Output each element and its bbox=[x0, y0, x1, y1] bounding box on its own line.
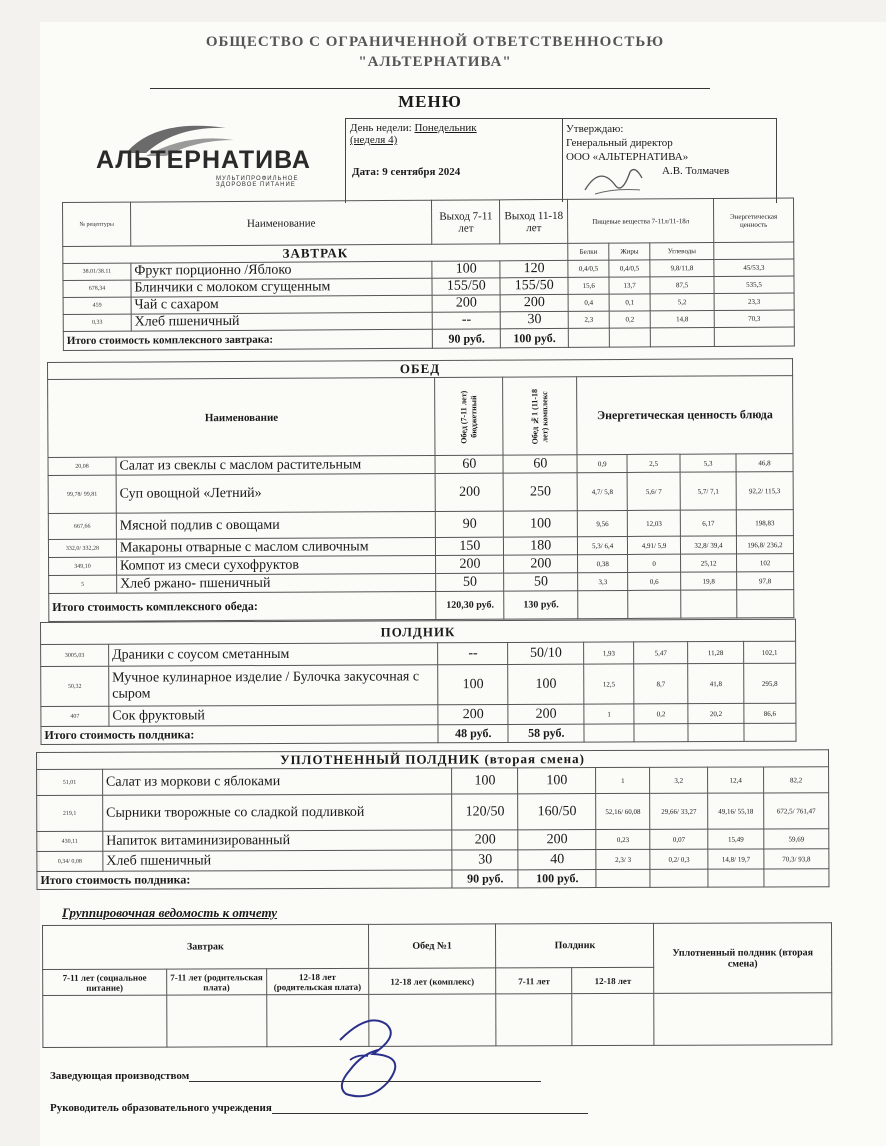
report-cell[interactable] bbox=[43, 995, 167, 1047]
row-code: 667,66 bbox=[48, 513, 116, 539]
snack-total-b: 58 руб. bbox=[508, 724, 584, 742]
row-fat: 0,2 bbox=[634, 704, 688, 724]
row-out-b: 50 bbox=[504, 573, 578, 591]
lunch-section-title: ОБЕД bbox=[48, 359, 793, 380]
row-energy: 45/53,3 bbox=[714, 259, 794, 276]
row-out-a: 60 bbox=[435, 455, 503, 473]
row-energy: 196,8/ 236,2 bbox=[736, 536, 793, 554]
row-carb: 19,8 bbox=[681, 572, 737, 590]
report-col-3: 12-18 лет (родительская плата) bbox=[266, 968, 368, 994]
row-carb: 25,12 bbox=[681, 554, 737, 572]
row-carb: 9,8/11,8 bbox=[650, 260, 714, 277]
report-table bbox=[42, 922, 832, 1048]
head-school-signature-field[interactable] bbox=[272, 1113, 588, 1114]
row-energy: 59,69 bbox=[764, 829, 829, 849]
row-name: Хлеб ржано- пшеничный bbox=[117, 573, 437, 593]
lunch-total-row bbox=[49, 590, 794, 622]
header-box-divider bbox=[562, 118, 563, 202]
row-name: Чай с сахаром bbox=[131, 295, 433, 314]
row-out-a: 120/50 bbox=[452, 794, 518, 830]
row-fat: 5,47 bbox=[634, 642, 688, 664]
snack-total-a: 48 руб. bbox=[438, 724, 508, 742]
col-carb-header: Углеводы bbox=[650, 243, 714, 260]
weekday-label: День недели: bbox=[350, 122, 412, 134]
row-fat: 2,5 bbox=[627, 454, 680, 472]
report-snack-header: Полдник bbox=[496, 923, 654, 968]
row-protein: 0,38 bbox=[578, 554, 628, 572]
row-out-b: 30 bbox=[500, 311, 568, 328]
row-name: Напиток витаминизированный bbox=[103, 830, 453, 851]
row-out-b: 50/10 bbox=[508, 642, 584, 664]
breakfast-table bbox=[62, 198, 795, 351]
col-nutrients-header: Пищевые вещества 7-11л/11-18л bbox=[568, 199, 714, 244]
row-code: 5 bbox=[49, 575, 117, 593]
logo-subtitle: МУЛЬТИПРОФИЛЬНОЕ ЗДОРОВОЕ ПИТАНИЕ bbox=[216, 176, 299, 188]
row-protein: 0,23 bbox=[596, 829, 650, 849]
row-protein: 4,7/ 5,8 bbox=[577, 472, 627, 510]
row-out-a: 200 bbox=[432, 295, 500, 312]
row-name: Суп овощной «Летний» bbox=[116, 473, 436, 513]
row-code: 332,0/ 332,28 bbox=[48, 539, 116, 557]
row-code: 407 bbox=[41, 706, 109, 726]
col-out1-header: Выход 7-11 лет bbox=[432, 200, 500, 244]
row-fat: 12,03 bbox=[627, 510, 680, 536]
row-out-b: 120 bbox=[500, 260, 568, 277]
row-out-b: 155/50 bbox=[500, 277, 568, 294]
row-fat: 5,6/ 7 bbox=[627, 472, 680, 510]
table-row bbox=[41, 663, 796, 706]
table-row bbox=[37, 849, 829, 872]
row-energy: 82,2 bbox=[764, 767, 829, 793]
breakfast-total-b: 100 руб. bbox=[501, 328, 569, 347]
row-protein: 1 bbox=[596, 767, 650, 793]
row-protein: 52,16/ 60,08 bbox=[596, 793, 650, 829]
director-title: Генеральный директор bbox=[566, 137, 673, 149]
report-col-1: 7-11 лет (социальное питание) bbox=[43, 969, 167, 995]
breakfast-total-label: Итого стоимость комплексного завтрака: bbox=[63, 329, 432, 350]
report-cell[interactable] bbox=[496, 994, 572, 1046]
row-fat: 3,2 bbox=[650, 767, 708, 793]
lunch-total-a: 120,30 руб. bbox=[436, 591, 504, 619]
snack2-table bbox=[36, 749, 829, 890]
row-name: Сырники творожные со сладкой подливкой bbox=[103, 794, 453, 831]
row-name: Макароны отварные с маслом сливочным bbox=[116, 537, 436, 557]
snack2-total-label: Итого стоимость полдника: bbox=[37, 870, 452, 889]
row-name: Мучное кулинарное изделие / Булочка закусочная с сыром bbox=[109, 665, 439, 706]
approved-label: Утверждаю: bbox=[566, 123, 624, 135]
row-energy: 295,8 bbox=[744, 663, 796, 703]
table-row bbox=[48, 472, 793, 514]
row-out-a: 50 bbox=[436, 573, 504, 591]
head-school-label: Руководитель образовательного учреждения bbox=[50, 1102, 272, 1114]
row-out-b: 200 bbox=[508, 704, 584, 724]
snack2-total-b: 100 руб. bbox=[518, 870, 596, 888]
row-name: Сок фруктовый bbox=[109, 705, 439, 726]
lunch-table bbox=[47, 358, 794, 622]
report-empty-row bbox=[43, 993, 832, 1048]
row-out-b: 100 bbox=[508, 664, 584, 704]
row-out-b: 100 bbox=[518, 768, 596, 794]
row-code: 219,1 bbox=[37, 795, 103, 831]
lunch-total-b: 130 руб. bbox=[504, 591, 578, 619]
report-cell[interactable] bbox=[167, 995, 267, 1047]
table-row bbox=[48, 510, 793, 540]
row-out-b: 250 bbox=[503, 473, 577, 511]
row-protein: 5,3/ 6,4 bbox=[578, 536, 628, 554]
row-protein: 12,5 bbox=[584, 664, 634, 704]
table-row bbox=[37, 793, 829, 832]
weekday-value: Понедельник bbox=[414, 122, 477, 134]
row-protein: 1,93 bbox=[584, 642, 634, 664]
row-energy: 92,2/ 115,3 bbox=[736, 472, 793, 510]
row-carb: 5,2 bbox=[650, 294, 714, 311]
row-energy: 102 bbox=[737, 554, 794, 572]
row-code: 51,01 bbox=[37, 769, 103, 795]
row-code: 459 bbox=[63, 297, 131, 314]
report-lunch-header: Обед №1 bbox=[368, 924, 496, 968]
row-energy: 535,5 bbox=[714, 276, 794, 293]
lunch-col-energy-header: Энергетическая ценность блюда bbox=[577, 376, 793, 455]
report-col-2: 7-11 лет (родительская плата) bbox=[166, 969, 266, 995]
row-carb: 14,8/ 19,7 bbox=[708, 849, 764, 869]
row-name: Салат из свеклы с маслом растительным bbox=[116, 455, 436, 475]
row-name: Салат из моркови с яблоками bbox=[102, 768, 452, 795]
row-fat: 29,66/ 33,27 bbox=[650, 793, 708, 829]
row-carb: 12,4 bbox=[708, 767, 764, 793]
report-header-row bbox=[43, 923, 832, 970]
row-out-b: 200 bbox=[518, 830, 596, 850]
row-fat: 0,2/ 0,3 bbox=[650, 849, 708, 869]
menu-title: МЕНЮ bbox=[398, 92, 462, 111]
row-out-a: 100 bbox=[438, 664, 508, 704]
row-out-a: 200 bbox=[436, 555, 504, 573]
row-name: Компот из смеси сухофруктов bbox=[116, 555, 436, 575]
breakfast-total-a: 90 руб. bbox=[433, 329, 501, 348]
row-energy: 23,3 bbox=[714, 293, 794, 310]
snack-table bbox=[40, 619, 797, 745]
row-protein: 0,9 bbox=[577, 454, 627, 472]
date-block bbox=[352, 166, 460, 178]
logo-word: АЛЬТЕРНАТИВА bbox=[96, 146, 311, 174]
row-carb: 15,49 bbox=[708, 829, 764, 849]
row-code: 349,10 bbox=[49, 557, 117, 575]
row-out-a: -- bbox=[438, 642, 508, 664]
row-protein: 9,56 bbox=[578, 510, 628, 536]
row-fat: 0,07 bbox=[650, 829, 708, 849]
row-carb: 20,2 bbox=[688, 703, 744, 723]
row-code: 20,08 bbox=[48, 457, 116, 475]
snack-total-row bbox=[41, 723, 796, 744]
report-col-5: 7-11 лет bbox=[496, 968, 572, 994]
row-fat: 0 bbox=[628, 554, 681, 572]
snack-total-label: Итого стоимость полдника: bbox=[41, 725, 438, 745]
breakfast-total-row bbox=[63, 327, 794, 350]
row-protein: 0,4 bbox=[568, 294, 609, 311]
row-out-b: 160/50 bbox=[518, 794, 596, 830]
report-cell[interactable] bbox=[572, 993, 654, 1045]
director-name: А.В. Толмачев bbox=[662, 165, 730, 177]
row-energy: 86,6 bbox=[744, 703, 796, 723]
row-energy: 672,5/ 761,47 bbox=[764, 793, 829, 829]
row-name: Драники с соусом сметанным bbox=[109, 643, 439, 666]
row-out-b: 200 bbox=[500, 294, 568, 311]
row-energy: 198,83 bbox=[736, 510, 793, 536]
row-carb: 32,8/ 39,4 bbox=[680, 536, 736, 554]
col-fat-header: Жиры bbox=[609, 243, 650, 260]
row-out-b: 180 bbox=[504, 537, 578, 555]
row-energy: 46,8 bbox=[736, 454, 793, 472]
row-code: 99,78/ 99,81 bbox=[48, 475, 116, 513]
table-row bbox=[37, 767, 829, 796]
col-code-header: № рецептуры bbox=[63, 202, 131, 246]
row-name: Хлеб пшеничный bbox=[103, 850, 453, 871]
row-protein: 2,3/ 3 bbox=[596, 849, 650, 869]
row-protein: 1 bbox=[584, 704, 634, 724]
row-code: 0,33 bbox=[63, 314, 131, 331]
row-fat: 0,6 bbox=[628, 572, 681, 590]
row-name: Хлеб пшеничный bbox=[131, 312, 433, 331]
row-energy: 102,1 bbox=[744, 641, 796, 663]
row-energy: 70,3 bbox=[714, 310, 794, 327]
org-name-line1: ОБЩЕСТВО С ОГРАНИЧЕННОЙ ОТВЕТСТВЕННОСТЬЮ bbox=[205, 34, 665, 50]
row-carb: 6,17 bbox=[680, 510, 736, 536]
date-value: 9 сентября 2024 bbox=[382, 166, 461, 178]
row-fat: 8,7 bbox=[634, 664, 688, 704]
weekday-block bbox=[350, 122, 477, 146]
row-name: Фрукт порционно /Яблоко bbox=[131, 261, 433, 280]
date-label: Дата: bbox=[352, 166, 380, 178]
col-out2-header: Выход 11-18 лет bbox=[500, 199, 568, 243]
row-protein: 0,4/0,5 bbox=[568, 260, 609, 277]
row-fat: 0,2 bbox=[609, 311, 650, 328]
row-code: 430,11 bbox=[37, 831, 103, 851]
row-fat: 0,1 bbox=[609, 294, 650, 311]
lunch-header-row bbox=[48, 376, 793, 458]
row-code: 50,32 bbox=[41, 666, 109, 706]
col-energy-header: Энергетическая ценность bbox=[714, 198, 794, 242]
row-energy: 97,8 bbox=[737, 572, 794, 590]
lunch-col-b-header: Обед №1 (11-18 лет) комплекс bbox=[529, 388, 550, 444]
row-out-a: 150 bbox=[436, 537, 504, 555]
report-title: Группировочная ведомость к отчету bbox=[62, 905, 278, 920]
row-carb: 14,8 bbox=[650, 311, 714, 328]
row-out-a: 155/50 bbox=[432, 278, 500, 295]
row-out-a: 200 bbox=[435, 473, 503, 511]
report-col-6: 12-18 лет bbox=[572, 967, 654, 993]
org-name-line2: "АЛЬТЕРНАТИВА" bbox=[358, 54, 512, 70]
col-protein-header: Белки bbox=[568, 243, 609, 260]
snack2-total-a: 90 руб. bbox=[452, 870, 518, 888]
director-signature bbox=[580, 160, 650, 200]
row-protein: 3,3 bbox=[578, 572, 628, 590]
week-value: (неделя 4) bbox=[350, 134, 398, 146]
row-carb: 5,3 bbox=[680, 454, 736, 472]
row-fat: 4,91/ 5,9 bbox=[628, 536, 681, 554]
report-cell[interactable] bbox=[654, 993, 832, 1046]
snack-section-title: ПОЛДНИК bbox=[41, 619, 796, 644]
snack2-total-row bbox=[37, 869, 829, 890]
head-production-line bbox=[50, 1070, 541, 1082]
row-protein: 2,3 bbox=[568, 311, 609, 328]
row-out-a: 90 bbox=[436, 511, 504, 537]
row-carb: 87,5 bbox=[650, 277, 714, 294]
company-logo bbox=[96, 118, 336, 198]
lunch-col-name-header: Наименование bbox=[48, 377, 436, 457]
row-fat: 13,7 bbox=[609, 277, 650, 294]
breakfast-header-row bbox=[63, 198, 794, 246]
row-out-a: 200 bbox=[452, 830, 518, 850]
row-code: 3005,03 bbox=[41, 644, 109, 666]
table-row bbox=[37, 829, 829, 852]
row-out-a: 100 bbox=[432, 261, 500, 278]
row-out-b: 200 bbox=[504, 555, 578, 573]
row-fat: 0,4/0,5 bbox=[609, 260, 650, 277]
director-org: ООО «АЛЬТЕРНАТИВА» bbox=[566, 151, 689, 163]
lunch-total-label: Итого стоимость комплексного обеда: bbox=[49, 591, 437, 621]
row-out-a: 200 bbox=[438, 704, 508, 724]
report-breakfast-header: Завтрак bbox=[43, 924, 369, 969]
row-out-a: 100 bbox=[452, 768, 518, 794]
row-name: Мясной подлив с овощами bbox=[116, 511, 436, 539]
row-carb: 5,7/ 7,1 bbox=[680, 472, 736, 510]
head-school-line bbox=[50, 1102, 588, 1114]
row-code: 678,34 bbox=[63, 280, 131, 297]
row-carb: 41,8 bbox=[688, 663, 744, 703]
row-out-b: 40 bbox=[518, 850, 596, 870]
row-carb: 49,16/ 55,18 bbox=[708, 793, 764, 829]
row-name: Блинчики с молоком сгущенным bbox=[131, 278, 433, 297]
lunch-col-a-header: Обед (7-11 лет) бюджетный bbox=[459, 389, 479, 443]
row-carb: 11,28 bbox=[688, 641, 744, 663]
snack2-section-title: УПЛОТНЕННЫЙ ПОЛДНИК (вторая смена) bbox=[37, 750, 829, 770]
row-out-b: 60 bbox=[503, 455, 577, 473]
report-snack2-header: Уплотненный полдник (вторая смена) bbox=[654, 923, 832, 994]
report-col-4: 12-18 лет (комплекс) bbox=[368, 968, 496, 994]
head-production-label: Заведующая производством bbox=[50, 1070, 190, 1082]
title-divider bbox=[150, 88, 710, 89]
col-name-header: Наименование bbox=[130, 200, 432, 246]
row-protein: 15,6 bbox=[568, 277, 609, 294]
row-code: 0,34/ 0,08 bbox=[37, 851, 103, 871]
row-energy: 70,3/ 93,8 bbox=[764, 849, 829, 869]
head-production-signature-field[interactable] bbox=[189, 1081, 541, 1082]
row-out-b: 100 bbox=[504, 511, 578, 537]
breakfast-section-title: ЗАВТРАК bbox=[63, 243, 568, 263]
row-code: 38.01/38.11 bbox=[63, 263, 131, 280]
row-out-a: -- bbox=[432, 312, 500, 329]
row-out-a: 30 bbox=[452, 850, 518, 870]
handwritten-signature bbox=[328, 1010, 408, 1105]
